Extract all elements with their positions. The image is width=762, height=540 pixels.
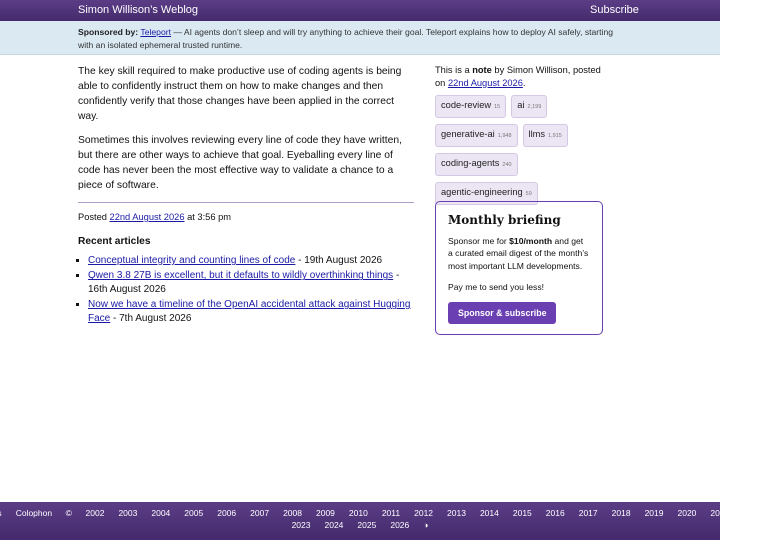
footer-year-link[interactable]: 2017 <box>578 508 598 518</box>
footer-year-link[interactable]: 2003 <box>118 508 138 518</box>
tag-generative-ai[interactable] <box>435 124 518 147</box>
footer-year-link[interactable]: 2021 <box>710 508 730 518</box>
briefing-price: $10/month <box>509 236 553 246</box>
tag-count: 2,199 <box>527 104 542 111</box>
note-meta <box>435 64 605 89</box>
footer-link-disclosures[interactable] <box>0 507 2 519</box>
article-paragraph: The key skill required to make productive use of coding agents is being able to confidently instruct them on how to make changes and then confidently verify that those changes have been applied in the correct way. <box>78 66 402 122</box>
footer-row <box>0 519 720 531</box>
footer-year-link[interactable]: 2004 <box>151 508 171 518</box>
footer-year-link[interactable]: 2026 <box>390 520 410 530</box>
note-date-link[interactable]: 22nd August 2026 <box>447 77 523 88</box>
recent-article-date: - 7th August 2026 <box>110 312 192 324</box>
footer-year-link[interactable]: 2020 <box>677 508 697 518</box>
recent-heading: Recent articles <box>78 236 151 247</box>
recent-articles <box>78 236 414 325</box>
site-title-link[interactable]: Simon Willison’s Weblog <box>78 4 199 16</box>
subscribe-link[interactable]: Subscribe <box>590 4 639 16</box>
footer-year-link[interactable]: 2015 <box>512 508 532 518</box>
sponsor-label: Sponsored by: <box>78 27 139 37</box>
tag-label: agentic-engineering <box>441 187 523 198</box>
footer-year-link[interactable]: 2024 <box>324 520 344 530</box>
footer-year-link[interactable]: 2022 <box>743 508 762 518</box>
recent-article-date: - 19th August 2026 <box>295 255 383 266</box>
tag-ai[interactable] <box>511 95 547 118</box>
sidebar <box>435 64 605 205</box>
article-paragraph: Sometimes this involves reviewing every line of code they have written, but there are other ways to achieve that goal. Eyeballing every line of code has never been the most effective way to validate a chance to a piece of software. <box>78 135 402 191</box>
note-end: . <box>522 77 526 88</box>
footer-row <box>0 507 762 519</box>
tag-count: 59 <box>525 191 532 198</box>
briefing-title: Monthly briefing <box>448 213 561 227</box>
footer-year-link[interactable]: 2010 <box>348 508 368 518</box>
tag-count: 1,915 <box>548 133 562 140</box>
list-item <box>88 254 414 267</box>
footer-year-link[interactable]: 2012 <box>414 508 434 518</box>
list-item <box>88 269 414 296</box>
footer-year-link[interactable]: 2013 <box>447 508 466 518</box>
footer <box>0 502 762 540</box>
posted-line <box>78 212 414 222</box>
copyright-symbol: © <box>65 508 72 518</box>
note-type: note <box>472 65 492 75</box>
sponsor-banner <box>0 21 720 55</box>
briefing-text <box>448 235 590 272</box>
footer-year-link[interactable]: 2008 <box>283 508 302 518</box>
note-prefix: This is a <box>435 65 473 75</box>
footer-year-link[interactable]: 2025 <box>357 520 377 530</box>
posted-date-link[interactable]: 22nd August 2026 <box>109 212 185 222</box>
footer-year-link[interactable]: 2018 <box>611 508 631 518</box>
footer-year-link[interactable]: 2014 <box>479 508 499 518</box>
footer-link-colophon[interactable]: Colophon <box>15 508 53 518</box>
posted-time: at 3:56 pm <box>184 212 232 222</box>
footer-year-link[interactable]: 2002 <box>85 508 105 518</box>
tag-coding-agents[interactable] <box>435 153 518 176</box>
footer-year-link[interactable]: 2007 <box>250 508 270 518</box>
tag-count: 1,948 <box>497 133 512 140</box>
tag-label: coding-agents <box>441 158 500 169</box>
tag-count: 15 <box>494 104 501 111</box>
footer-year-link[interactable]: 2023 <box>291 520 311 530</box>
top-bar <box>0 0 720 21</box>
footer-year-link[interactable]: 2006 <box>217 508 237 518</box>
tag-label: generative-ai <box>441 129 495 140</box>
footer-year-link[interactable]: 2005 <box>184 508 204 518</box>
sponsor-subscribe-button[interactable]: Sponsor & subscribe <box>448 302 556 324</box>
footer-year-link[interactable]: 2016 <box>545 508 565 518</box>
footer-year-link[interactable]: 2011 <box>381 508 401 518</box>
list-item <box>88 298 414 325</box>
tag-label: code-review <box>441 100 492 111</box>
briefing-pay: Pay me to send you less! <box>448 281 545 292</box>
main-content <box>78 64 414 327</box>
briefing-text-pre: Sponsor me for <box>448 236 510 246</box>
note-author: by Simon Willison, posted on <box>435 65 601 88</box>
footer-year-link[interactable]: 2009 <box>315 508 335 518</box>
recent-article-date: - 16th August 2026 <box>88 270 400 295</box>
tag-label: ai <box>517 100 525 111</box>
recent-article-link[interactable]: Now we have a timeline of the OpenAI accidental attack against Hugging Face <box>88 299 411 324</box>
tag-count: 240 <box>502 162 512 169</box>
sponsor-link[interactable]: Teleport <box>140 27 171 37</box>
recent-article-link[interactable]: Conceptual integrity and counting lines of code <box>88 255 296 266</box>
briefing-text-post: and get a curated email digest of the month’s most important LLM developments. <box>448 236 589 271</box>
footer-year-link[interactable]: 2019 <box>644 508 664 518</box>
tag-llms[interactable] <box>523 124 568 147</box>
sponsor-text: — AI agents don’t sleep and will try anything to achieve their goal. Teleport explains how to deploy AI safely, starting with an isolated ephemeral trusted runtime. <box>78 27 614 50</box>
tag-label: llms <box>528 129 546 140</box>
tag-list <box>435 95 605 205</box>
contrast-icon[interactable]: ◑ <box>423 520 429 530</box>
tag-code-review[interactable] <box>435 95 506 118</box>
divider <box>78 202 414 203</box>
monthly-briefing-box <box>435 201 603 335</box>
posted-prefix: Posted <box>78 212 110 222</box>
recent-article-link[interactable]: Qwen 3.8 27B is excellent, but it defaults to wildly overthinking things <box>88 270 394 282</box>
